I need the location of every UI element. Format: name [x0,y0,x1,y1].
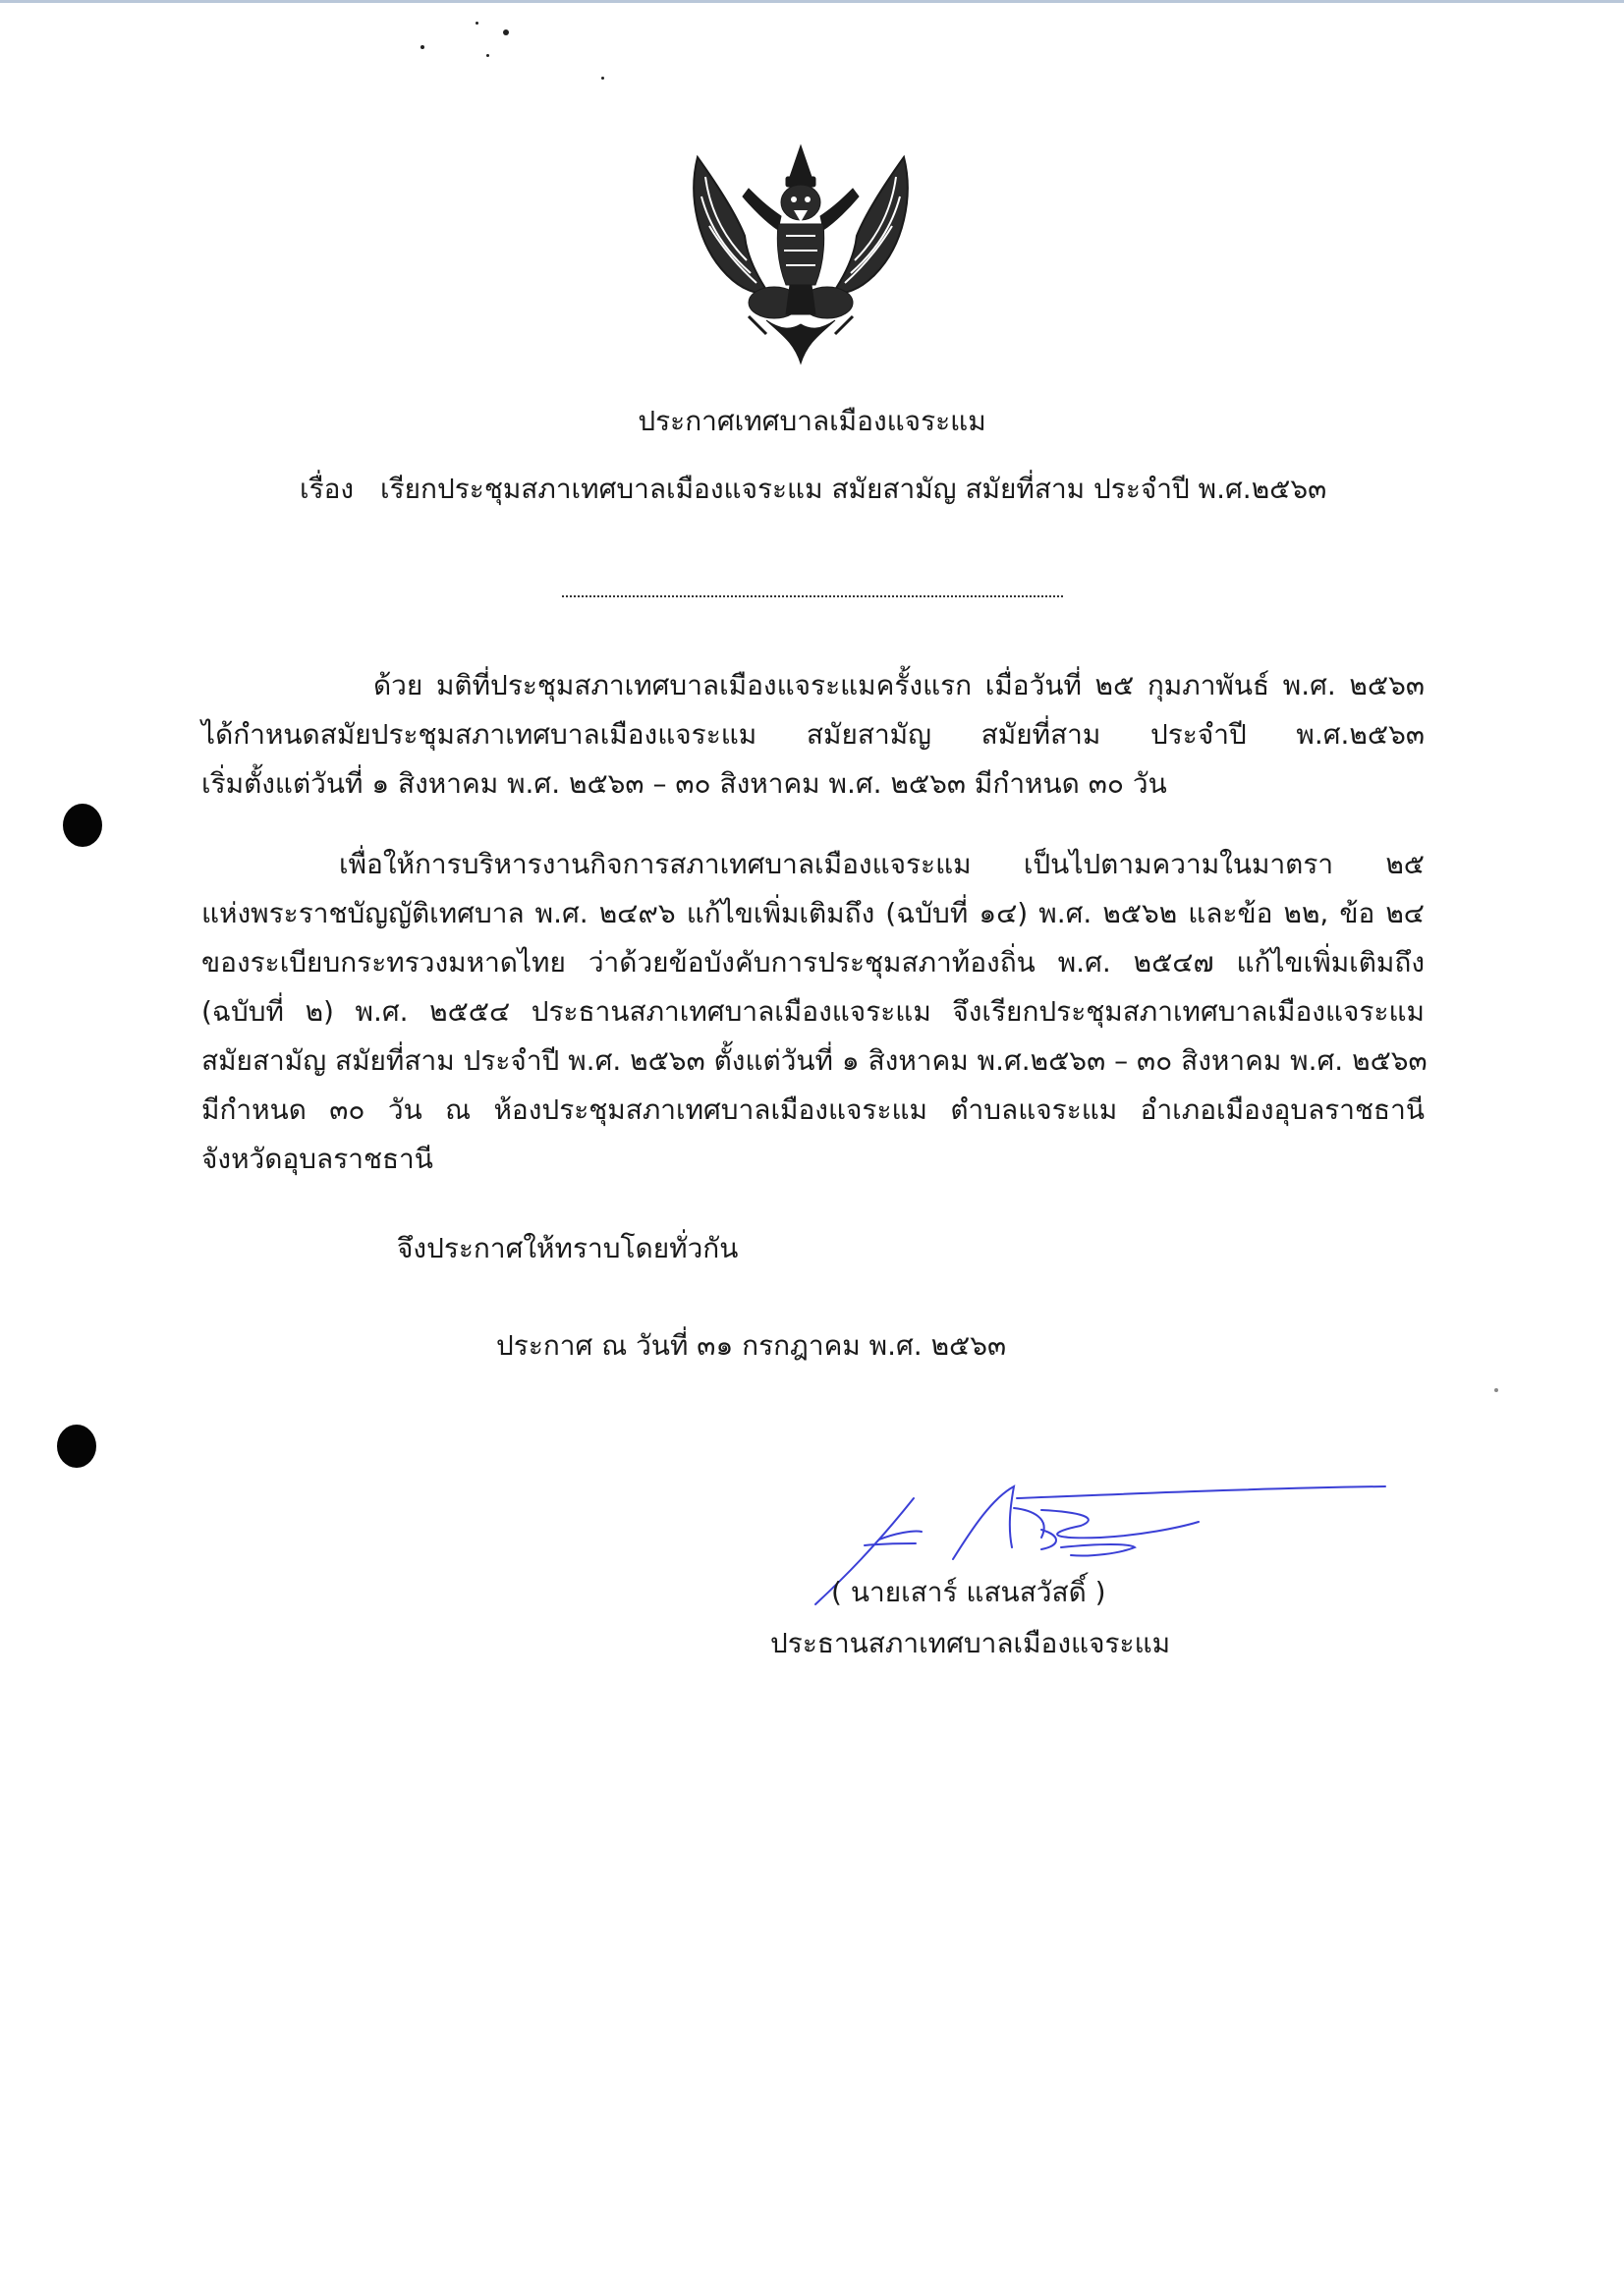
scan-speck [420,45,424,49]
garuda-emblem-icon [688,138,914,365]
paragraph-line: แห่งพระราชบัญญัติเทศบาล พ.ศ. ๒๔๙๖ แก้ไขเพิ่มเติมถึง (ฉบับที่ ๑๔) พ.ศ. ๒๕๖๒ และข้อ ๒๒, ข้อ ๒๔ [201,897,1425,929]
paragraph-line: ด้วย มติที่ประชุมสภาเทศบาลเมืองแจระแมครั้งแรก เมื่อวันที่ ๒๕ กุมภาพันธ์ พ.ศ. ๒๕๖๓ [373,669,1425,701]
signatory-position: ประธานสภาเทศบาลเมืองแจระแม [770,1627,1171,1659]
subject-line [300,472,1326,507]
paragraph-line: เพื่อให้การบริหารงานกิจการสภาเทศบาลเมืองแจระแม เป็นไปตามความในมาตรา ๒๕ [339,848,1425,880]
scan-speck [486,54,489,57]
subject-text: เรียกประชุมสภาเทศบาลเมืองแจระแม สมัยสามัญ สมัยที่สาม ประจำปี พ.ศ.๒๕๖๓ [380,473,1327,505]
paragraph-1 [201,668,1425,815]
punch-hole-top [63,804,102,847]
paragraph-line: (ฉบับที่ ๒) พ.ศ. ๒๕๕๔ ประธานสภาเทศบาลเมืองแจระแม จึงเรียกประชุมสภาเทศบาลเมืองแจระแม [201,995,1425,1028]
paragraph-2 [201,847,1428,1191]
closing-statement: จึงประกาศให้ทราบโดยทั่วกัน [397,1232,739,1264]
scan-top-edge [0,0,1624,3]
paragraph-line: เริ่มตั้งแต่วันที่ ๑ สิงหาคม พ.ศ. ๒๕๖๓ – ๓๐ สิงหาคม พ.ศ. ๒๕๖๓ มีกำหนด ๓๐ วัน [201,767,1167,800]
scan-speck [1494,1388,1498,1392]
punch-hole-bottom [57,1425,96,1468]
dotted-separator [562,595,1063,597]
scan-speck [503,29,509,35]
paragraph-line: มีกำหนด ๓๐ วัน ณ ห้องประชุมสภาเทศบาลเมืองแจระแม ตำบลแจระแม อำเภอเมืองอุบลราชธานี [201,1093,1425,1126]
announcement-title: ประกาศเทศบาลเมืองแจระแม [638,405,986,437]
signatory-name: ( นายเสาร์ แสนสวัสดิ์ ) [831,1576,1106,1608]
paragraph-line: สมัยสามัญ สมัยที่สาม ประจำปี พ.ศ. ๒๕๖๓ ตั้งแต่วันที่ ๑ สิงหาคม พ.ศ.๒๕๖๓ – ๓๐ สิงหาคม พ.ศ. ๒๕๖๓ [201,1044,1428,1077]
paragraph-line: จังหวัดอุบลราชธานี [201,1143,433,1175]
paragraph-line: ได้กำหนดสมัยประชุมสภาเทศบาลเมืองแจระแม สมัยสามัญ สมัยที่สาม ประจำปี พ.ศ.๒๕๖๓ [201,718,1425,751]
scan-speck [476,22,478,25]
subject-label: เรื่อง [300,473,355,505]
paragraph-line: ของระเบียบกระทรวงมหาดไทย ว่าด้วยข้อบังคับการประชุมสภาท้องถิ่น พ.ศ. ๒๕๔๗ แก้ไขเพิ่มเติมถึง [201,946,1425,979]
announcement-date: ประกาศ ณ วันที่ ๓๑ กรกฎาคม พ.ศ. ๒๕๖๓ [496,1329,1007,1362]
scan-speck [601,77,604,80]
